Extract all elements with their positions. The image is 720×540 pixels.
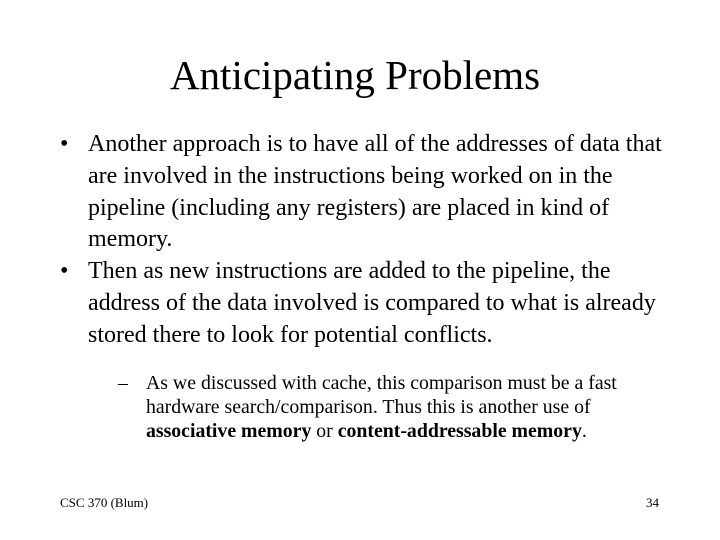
sub-bullet-marker: – — [118, 371, 128, 394]
slide-title: Anticipating Problems — [169, 52, 541, 98]
sub-bullet-text-end: . — [581, 420, 587, 443]
bullet-text: Another approach is to have all of the addresses of data that are involved in the instructions being worked on in the pipeline (including any registers) are placed in kind of memory. — [88, 131, 662, 253]
sub-bullet-text: As we discussed with cache, this comparison must be a fast hardware search/comparison. Thus this is another use of — [146, 371, 617, 418]
sub-bullet-list — [88, 371, 670, 444]
sub-bullet-text-connector: or — [311, 420, 338, 443]
bullet-marker: • — [60, 131, 69, 157]
footer-course: CSC 370 (Blum) — [60, 495, 149, 510]
bullet-marker: • — [60, 258, 69, 285]
term-associative-memory: associative memory — [146, 420, 312, 443]
bullet-list — [60, 129, 670, 444]
bullet-text: Then as new instructions are added to the pipeline, the address of the data involved is compared to what is already stored there to look for potential conflicts. — [88, 258, 656, 348]
footer-page-number: 34 — [646, 495, 659, 510]
sub-bullet-item — [118, 371, 670, 444]
bullet-item — [60, 256, 670, 444]
bullet-item — [60, 129, 670, 256]
term-content-addressable-memory: content-addressable memory — [337, 420, 582, 443]
